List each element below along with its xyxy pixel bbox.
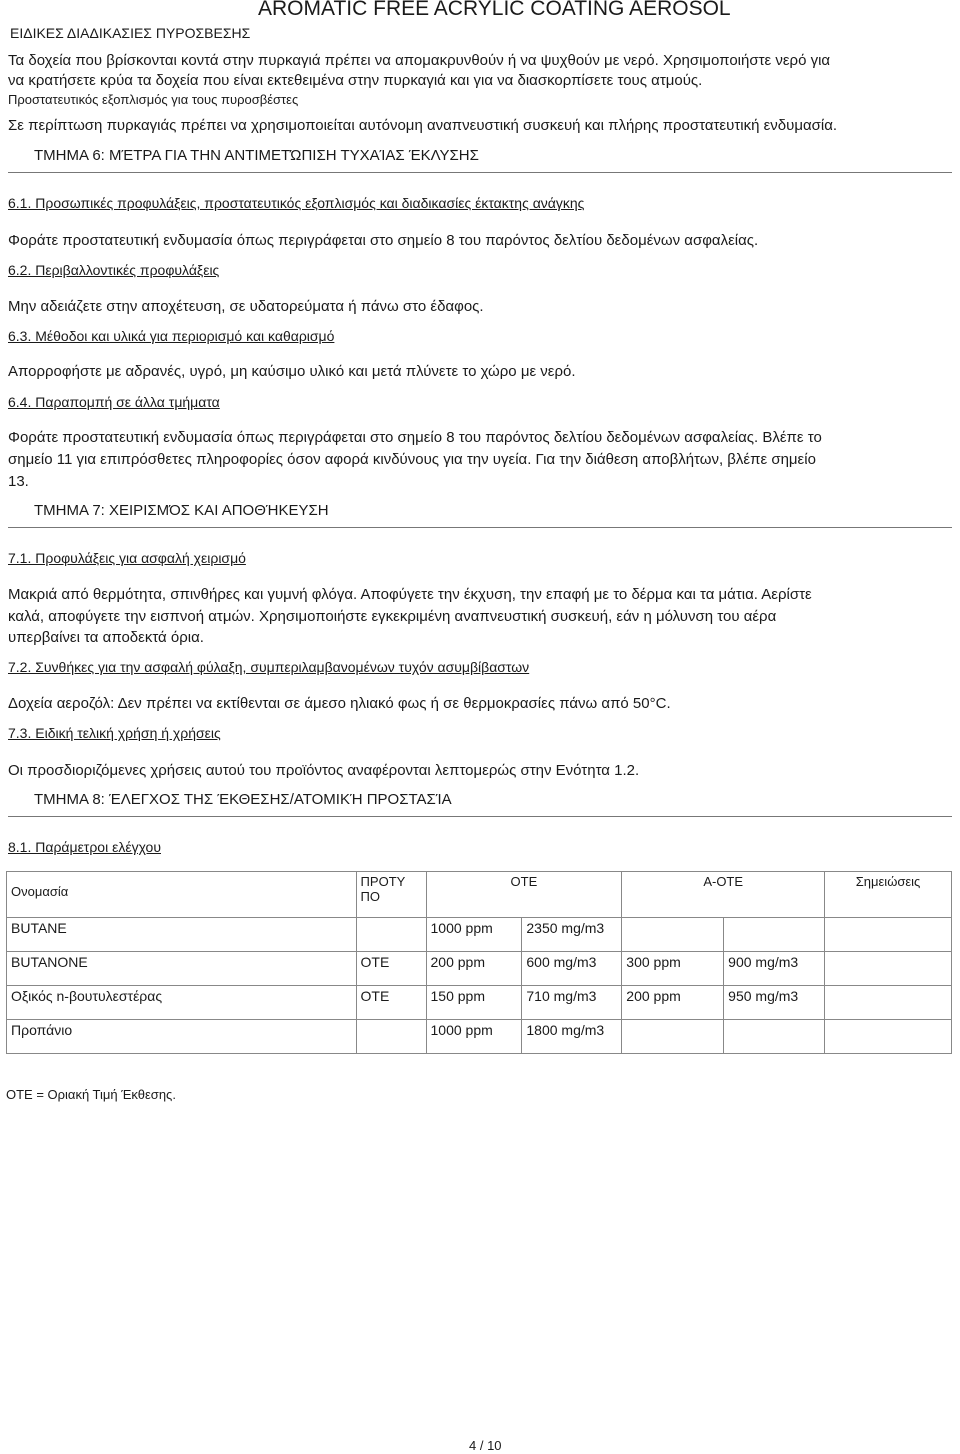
a-ote-mg-cell	[724, 918, 825, 952]
subsection-7-1-heading: 7.1. Προφυλάξεις για ασφαλή χειρισμό	[8, 550, 246, 566]
notes-cell	[825, 986, 952, 1020]
a-ote-mg-cell: 950 mg/m3	[724, 986, 825, 1020]
subsection-7-1-line-2: καλά, αποφύγετε την εισπνοή ατμών. Χρησιμοποιήστε εγκεκριμένη αναπνευστική συσκευή, εάν η μόλυνση του αέρα	[8, 608, 777, 625]
ote-mg-cell: 600 mg/m3	[522, 952, 622, 986]
column-header-standard-line-1: ΠΡΟΤΥ	[360, 874, 406, 889]
notes-cell	[825, 918, 952, 952]
table-footnote: ΟΤΕ = Οριακή Τιμή Έκθεσης.	[6, 1087, 176, 1102]
ote-ppm-cell: 150 ppm	[426, 986, 522, 1020]
section-7-header	[8, 497, 952, 528]
column-header-standard	[356, 872, 426, 918]
column-header-standard-line-2: ΠΟ	[360, 889, 381, 904]
standard-cell	[356, 918, 426, 952]
a-ote-ppm-cell	[622, 918, 724, 952]
table-row	[7, 952, 952, 986]
section-7-title: ΤΜΗΜΑ 7: ΧΕΙΡΙΣΜΌΣ ΚΑΙ ΑΠΟΘΉΚΕΥΣΗ	[34, 502, 329, 519]
ote-ppm-cell: 1000 ppm	[426, 1020, 522, 1054]
subsection-7-1-line-1: Μακριά από θερμότητα, σπινθήρες και γυμνή φλόγα. Αποφύγετε την έκχυση, την επαφή με το δέρμα και τα μάτια. Αερίστε	[8, 586, 812, 603]
subsection-6-4-line-2: σημείο 11 για επιπρόσθετες πληροφορίες όσον αφορά κινδύνους για την υγεία. Για την διάθεση αποβλήτων, βλέπε σημείο	[8, 451, 816, 468]
subsection-7-2-heading: 7.2. Συνθήκες για την ασφαλή φύλαξη, συμπεριλαμβανομένων τυχόν ασυμβίβαστων	[8, 659, 530, 675]
notes-cell	[825, 1020, 952, 1054]
subsection-6-2-text: Μην αδειάζετε στην αποχέτευση, σε υδατορεύματα ή πάνω στο έδαφος.	[8, 298, 484, 315]
column-header-name: Ονομασία	[7, 872, 357, 918]
standard-cell: ΟΤΕ	[356, 952, 426, 986]
column-header-a-ote: Α-ΟΤΕ	[622, 872, 825, 918]
substance-name: Προπάνιο	[7, 1020, 357, 1054]
a-ote-mg-cell: 900 mg/m3	[724, 952, 825, 986]
a-ote-ppm-cell: 300 ppm	[622, 952, 724, 986]
product-name: AROMATIC FREE ACRYLIC COATING AEROSOL	[258, 0, 731, 20]
subsection-7-3-heading: 7.3. Ειδική τελική χρήση ή χρήσεις	[8, 725, 221, 741]
subsection-6-3-text: Απορροφήστε με αδρανές, υγρό, μη καύσιμο υλικό και μετά πλύνετε το χώρο με νερό.	[8, 363, 576, 380]
ote-mg-cell: 710 mg/m3	[522, 986, 622, 1020]
ppe-text: Σε περίπτωση πυρκαγιάς πρέπει να χρησιμοποιείται αυτόνομη αναπνευστική συσκευή και πλήρης προστατευτική ενδυμασία.	[8, 117, 838, 134]
substance-name: BUTANONE	[7, 952, 357, 986]
table-row	[7, 918, 952, 952]
intro-line-2: να κρατήσετε κρύα τα δοχεία που είναι εκτεθειμένα στην πυρκαγιά και για να διασκορπίσετε τους ατμούς.	[8, 72, 703, 89]
ppe-heading: Προστατευτικός εξοπλισμός για τους πυροσβέστες	[8, 92, 299, 107]
table-row	[7, 1020, 952, 1054]
table-row	[7, 986, 952, 1020]
subsection-7-1-line-3: υπερβαίνει τα αποδεκτά όρια.	[8, 629, 204, 646]
exposure-limits-table	[6, 871, 952, 1054]
section-8-title: ΤΜΗΜΑ 8: ΈΛΕΓΧΟΣ ΤΗΣ ΈΚΘΕΣΗΣ/ΑΤΟΜΙΚΉ ΠΡΟΣΤΑΣΊΑ	[34, 791, 452, 808]
page-number: 4 / 10	[469, 1438, 502, 1453]
column-header-notes: Σημειώσεις	[825, 872, 952, 918]
ote-ppm-cell: 1000 ppm	[426, 918, 522, 952]
subsection-6-1-text: Φοράτε προστατευτική ενδυμασία όπως περιγράφεται στο σημείο 8 του παρόντος δελτίου δεδομένων ασφαλείας.	[8, 232, 759, 249]
subsection-6-1-heading: 6.1. Προσωπικές προφυλάξεις, προστατευτικός εξοπλισμός και διαδικασίες έκτακτης ανάγκης	[8, 195, 585, 211]
intro-line-1: Τα δοχεία που βρίσκονται κοντά στην πυρκαγιά πρέπει να απομακρυνθούν ή να ψυχθούν με νερό. Χρησιμοποιήστε νερό για	[8, 52, 831, 69]
section-8-header	[8, 786, 952, 817]
a-ote-mg-cell	[724, 1020, 825, 1054]
header-section-label: ΕΙΔΙΚΕΣ ΔΙΑΔΙΚΑΣΙΕΣ ΠΥΡΟΣΒΕΣΗΣ	[10, 25, 251, 41]
column-header-ote: ΟΤΕ	[426, 872, 622, 918]
subsection-6-3-heading: 6.3. Μέθοδοι και υλικά για περιορισμό και καθαρισμό	[8, 328, 335, 344]
standard-cell: ΟΤΕ	[356, 986, 426, 1020]
subsection-8-1-heading: 8.1. Παράμετροι ελέγχου	[8, 839, 161, 855]
subsection-7-2-text: Δοχεία αεροζόλ: Δεν πρέπει να εκτίθενται σε άμεσο ηλιακό φως ή σε θερμοκρασίες πάνω από 50°C.	[8, 695, 671, 712]
ote-mg-cell: 1800 mg/m3	[522, 1020, 622, 1054]
standard-cell	[356, 1020, 426, 1054]
substance-name: BUTANE	[7, 918, 357, 952]
subsection-6-2-heading: 6.2. Περιβαλλοντικές προφυλάξεις	[8, 262, 220, 278]
a-ote-ppm-cell: 200 ppm	[622, 986, 724, 1020]
ote-ppm-cell: 200 ppm	[426, 952, 522, 986]
notes-cell	[825, 952, 952, 986]
subsection-7-3-text: Οι προσδιοριζόμενες χρήσεις αυτού του προϊόντος αναφέρονται λεπτομερώς στην Ενότητα 1.2.	[8, 762, 640, 779]
table-header-row	[7, 872, 952, 918]
section-6-header	[8, 142, 952, 173]
a-ote-ppm-cell	[622, 1020, 724, 1054]
substance-name: Οξικός n-βουτυλεστέρας	[7, 986, 357, 1020]
subsection-6-4-heading: 6.4. Παραπομπή σε άλλα τμήματα	[8, 394, 220, 410]
subsection-6-4-line-3: 13.	[8, 473, 29, 490]
subsection-6-4-line-1: Φοράτε προστατευτική ενδυμασία όπως περιγράφεται στο σημείο 8 του παρόντος δελτίου δεδομένων ασφαλείας. Βλέπε το	[8, 429, 822, 446]
section-6-title: ΤΜΗΜΑ 6: ΜΈΤΡΑ ΓΙΑ ΤΗΝ ΑΝΤΙΜΕΤΏΠΙΣΗ ΤΥΧΑΊΑΣ ΈΚΛΥΣΗΣ	[34, 147, 479, 164]
ote-mg-cell: 2350 mg/m3	[522, 918, 622, 952]
